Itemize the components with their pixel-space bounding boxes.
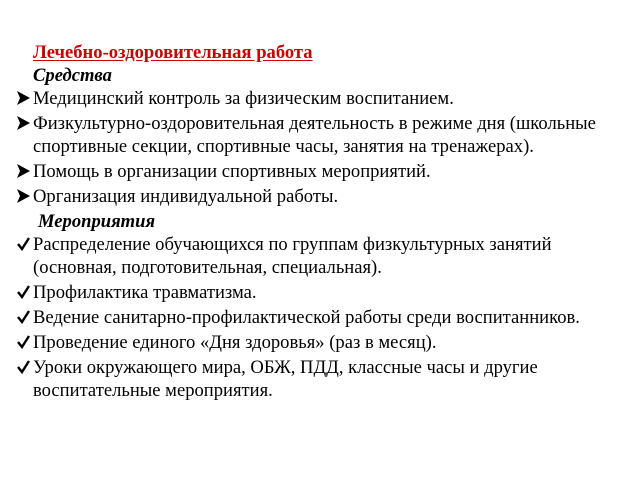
checkmark-bullet-icon	[17, 237, 30, 251]
list-item-text: Организация индивидуальной работы.	[33, 186, 339, 207]
list-item-text: Профилактика травматизма.	[33, 282, 257, 303]
list-item-text: Проведение единого «Дня здоровья» (раз в месяц).	[33, 332, 437, 353]
section-title-activities: Мероприятия	[38, 211, 156, 232]
arrow-bullet-icon	[17, 189, 30, 203]
list-item-text: Помощь в организации спортивных мероприятий.	[33, 161, 431, 182]
list-item-text: Распределение обучающихся по группам физкультурных занятий (основная, подготовительная, специальная).	[33, 234, 552, 278]
list-item	[17, 87, 633, 110]
checkmark-bullet-icon	[17, 310, 30, 324]
list-item	[17, 233, 633, 279]
list-item-text: Физкультурно-оздоровительная деятельность в режиме дня (школьные спортивные секции, спортивные часы, занятия на тренажерах).	[33, 113, 596, 157]
list-item	[17, 160, 633, 183]
section-title-means: Средства	[33, 65, 112, 86]
arrow-bullet-icon	[17, 116, 30, 130]
list-item	[17, 185, 633, 208]
activities-list	[33, 233, 633, 402]
checkmark-bullet-icon	[17, 360, 30, 374]
slide-content	[33, 41, 633, 404]
arrow-bullet-icon	[17, 91, 30, 105]
arrow-bullet-icon	[17, 164, 30, 178]
list-item	[17, 356, 633, 402]
list-item	[17, 281, 633, 304]
list-item-text: Уроки окружающего мира, ОБЖ, ПДД, классные часы и другие воспитательные мероприятия.	[33, 357, 538, 401]
list-item	[17, 306, 633, 329]
list-item	[17, 331, 633, 354]
slide-heading: Лечебно-оздоровительная работа	[33, 42, 313, 63]
checkmark-bullet-icon	[17, 285, 30, 299]
list-item	[17, 112, 633, 158]
list-item-text: Медицинский контроль за физическим воспитанием.	[33, 88, 454, 109]
means-list	[33, 87, 633, 208]
checkmark-bullet-icon	[17, 335, 30, 349]
list-item-text: Ведение санитарно-профилактической работы среди воспитанников.	[33, 307, 580, 328]
